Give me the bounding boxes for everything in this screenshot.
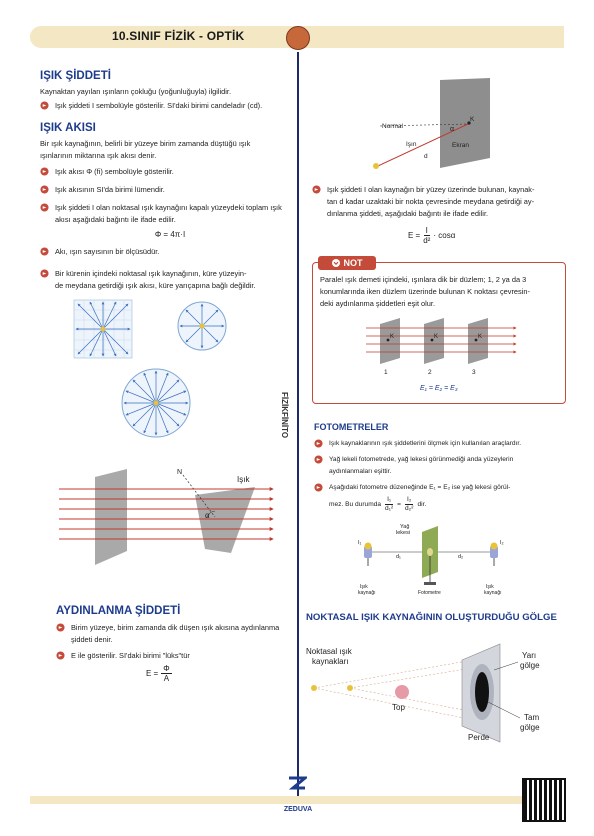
grid-sphere-diagram bbox=[74, 300, 132, 358]
screen-formula: E = $\frac{I}{\text{d²}}$ · cosα bbox=[408, 226, 456, 245]
bullet-icon bbox=[56, 651, 65, 660]
logo-icon bbox=[286, 26, 310, 50]
bullet-icon bbox=[314, 439, 323, 448]
bullet-continuation: dınlanma şiddeti, aşağıdaki bağıntı ile ifade edilir. bbox=[327, 209, 489, 218]
brand-name: ZEDUVA bbox=[283, 806, 313, 813]
list-item: Işık kaynaklarının ışık şiddetlerini ölçmek için kullanılan araçlardır. bbox=[314, 438, 521, 450]
parallel-rays-diagram bbox=[55, 465, 280, 580]
qr-code-icon[interactable] bbox=[522, 778, 566, 822]
page-title: 10.SINIF FİZİK - OPTİK bbox=[112, 29, 245, 43]
light-label: Işık bbox=[237, 475, 250, 484]
note-tag: NOT bbox=[318, 256, 376, 270]
shadow-diagram bbox=[304, 640, 564, 750]
flux-formula: Φ = 4π·I bbox=[154, 230, 186, 239]
list-item: Işık akısı Φ (fi) sembolüyle gösterilir. bbox=[40, 166, 174, 178]
k-label-3: K bbox=[478, 334, 483, 340]
chevron-down-icon bbox=[332, 259, 340, 267]
source-icon bbox=[373, 163, 379, 169]
screen-label: Perde bbox=[468, 733, 490, 742]
position-2: 2 bbox=[428, 369, 432, 376]
bullet-icon bbox=[312, 185, 321, 194]
half-label-2: gölge bbox=[520, 661, 540, 670]
i2-label: I₂ bbox=[500, 540, 504, 546]
screen-diagram bbox=[340, 76, 500, 176]
normal-label: Normal bbox=[382, 123, 403, 130]
ball-icon bbox=[395, 685, 409, 699]
full-shadow bbox=[475, 672, 489, 712]
isik-akisi-title: IŞIK AKISI bbox=[40, 122, 96, 134]
alpha-label: α bbox=[205, 511, 210, 520]
brand-logo-icon bbox=[287, 776, 307, 790]
illuminance-formula: E = $\frac{\Phi}{A}$ bbox=[146, 664, 170, 683]
bullet-continuation: akısı aşağıdaki bağıntı ile ifade edilir. bbox=[55, 215, 176, 224]
half-label-1: Yarı bbox=[522, 651, 537, 660]
source-1-icon bbox=[311, 685, 317, 691]
bullet-icon bbox=[40, 167, 49, 176]
plane-2 bbox=[424, 318, 444, 364]
screen-label: Ekran bbox=[452, 142, 469, 149]
full-label-1: Tam bbox=[524, 713, 540, 722]
list-item: Yağ lekeli fotometrede, yağ lekesi görünmediği anda yüzeylerin bbox=[314, 454, 513, 466]
source-1-label-b: kaynağı bbox=[358, 590, 376, 596]
screen-shape bbox=[440, 78, 490, 168]
list-item: E ile gösterilir. SI'daki birimi "lüks"tür bbox=[56, 650, 190, 662]
k-label-1: K bbox=[390, 334, 395, 340]
plane-1 bbox=[95, 469, 127, 565]
bullet-continuation: şiddeti denir. bbox=[71, 635, 113, 644]
k-label: K bbox=[470, 116, 475, 123]
d2-label: d₂ bbox=[458, 554, 464, 560]
equality-label: E₁ = E₂ = E₃ bbox=[420, 385, 458, 392]
source-label-2: kaynakları bbox=[312, 657, 349, 666]
photometer-ratio: mez. Bu durumda $\frac{\text{I₁}}{\text{d₁²}}$ = $\frac{\text{I₂}}{\text{d₂²}}$ dir. bbox=[329, 496, 427, 512]
note-line-2: konumlarında iken düzlem üzerinde bulunan K noktası çevresin- bbox=[320, 287, 530, 296]
list-item: Birim yüzeye, birim zamanda dik düşen ışık akısına aydınlanma bbox=[56, 622, 279, 634]
lamp-1-icon bbox=[364, 543, 372, 567]
bullet-icon bbox=[314, 455, 323, 464]
ray-label: Işın bbox=[406, 141, 417, 148]
golge-title: NOKTASAL IŞIK KAYNAĞININ OLUŞTURDUĞU GÖLGE bbox=[306, 612, 557, 623]
d-label: d bbox=[424, 153, 428, 160]
yag-label: Yağ bbox=[400, 524, 410, 530]
plane-3 bbox=[468, 318, 488, 364]
aydinlanma-title: AYDINLANMA ŞİDDETİ bbox=[56, 605, 181, 617]
photometer-diagram bbox=[352, 522, 512, 600]
source-2-label-b: kaynağı bbox=[484, 590, 502, 596]
small-sphere-diagram bbox=[178, 302, 226, 350]
bullet-icon bbox=[56, 623, 65, 632]
bullet-icon bbox=[40, 185, 49, 194]
list-item: Işık şiddeti I olan kaynağın bir yüzey üzerinde bulunan, kaynak- bbox=[312, 184, 534, 196]
list-item: Işık akısının SI'da birimi lümendir. bbox=[40, 184, 165, 196]
alpha-label: α bbox=[450, 126, 455, 133]
note-planes-diagram bbox=[360, 316, 520, 396]
isik-siddeti-intro: Kaynaktan yayılan ışınların çokluğu (yoğunluğuyla) ilgilidir. bbox=[40, 87, 232, 96]
side-label: FİZİKFİNİTO bbox=[280, 392, 289, 439]
isik-akisi-intro-2: ışınlarının miktarına ışık akısı denir. bbox=[40, 151, 157, 160]
d1-label: d₁ bbox=[396, 554, 401, 560]
list-item: Işık şiddeti I sembolüyle gösterilir. SI'daki birimi candeladır (cd). bbox=[40, 100, 262, 112]
normal-label: N bbox=[177, 469, 183, 476]
source-2-icon bbox=[347, 685, 353, 691]
bullet-icon bbox=[40, 101, 49, 110]
photometer-label: Fotometre bbox=[418, 590, 441, 596]
isik-siddeti-title: IŞIK ŞİDDETİ bbox=[40, 70, 111, 82]
position-3: 3 bbox=[472, 369, 476, 376]
lekesi-label: lekesi bbox=[396, 530, 411, 536]
plane-1 bbox=[380, 318, 400, 364]
bullet-continuation: aydınlanmaları eşittir. bbox=[329, 468, 392, 475]
lamp-2-icon bbox=[490, 543, 498, 567]
source-1-label: Işık bbox=[360, 584, 368, 590]
list-item: Aşağıdaki fotometre düzeneğinde E₁ = E₂ ise yağ lekesi görül- bbox=[314, 482, 510, 494]
note-line-3: deki aydınlanma şiddetleri eşit olur. bbox=[320, 299, 436, 308]
tilted-plane bbox=[195, 487, 255, 553]
footer-bar bbox=[30, 796, 564, 804]
bullet-icon bbox=[314, 483, 323, 492]
bullet-icon bbox=[40, 203, 49, 212]
k-label-2: K bbox=[434, 334, 439, 340]
source-2-label: Işık bbox=[486, 584, 494, 590]
isik-akisi-intro-1: Bir ışık kaynağının, belirli bir yüzeye birim zamanda düştüğü ışık bbox=[40, 139, 251, 148]
note-line-1: Paralel ışık demeti içindeki, ışınlara dik bir düzlem; 1, 2 ya da 3 bbox=[320, 275, 527, 284]
fotometreler-title: FOTOMETRELER bbox=[314, 422, 389, 432]
large-sphere-diagram bbox=[122, 369, 190, 437]
bullet-continuation: de meydana getirdiği ışık akısı, küre yarıçapına bağlı değildir. bbox=[55, 281, 256, 290]
list-item: Bir kürenin içindeki noktasal ışık kaynağının, küre yüzeyin- bbox=[40, 268, 246, 280]
column-divider bbox=[297, 52, 299, 797]
bullet-continuation: tan d kadar uzaktaki bir nokta çevresinde meydana getirdiği ay- bbox=[327, 197, 535, 206]
position-1: 1 bbox=[384, 369, 388, 376]
bullet-icon bbox=[40, 247, 49, 256]
list-item: Işık şiddeti I olan noktasal ışık kaynağını kapalı yüzeydeki toplam ışık bbox=[40, 202, 282, 214]
full-label-2: gölge bbox=[520, 723, 540, 732]
i1-label: I₁ bbox=[358, 540, 362, 546]
sphere-flux-diagrams bbox=[70, 298, 270, 448]
ball-label: Top bbox=[392, 703, 405, 712]
bullet-icon bbox=[40, 269, 49, 278]
list-item: Akı, ışın sayısının bir ölçüsüdür. bbox=[40, 246, 159, 258]
source-label-1: Noktasal ışık bbox=[306, 647, 352, 656]
